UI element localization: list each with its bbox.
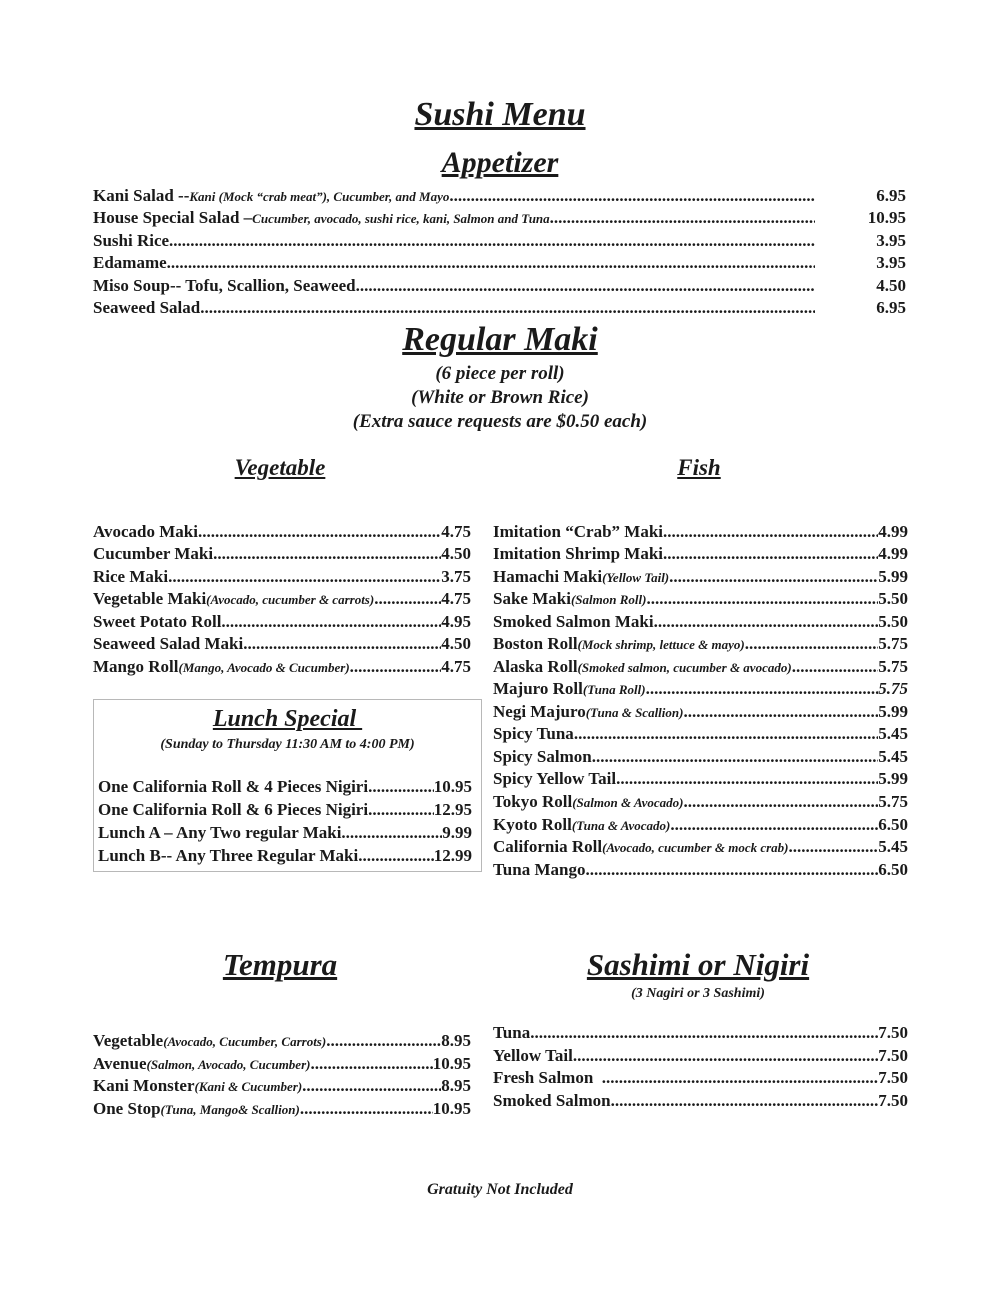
list-item: Alaska Roll (Smoked salmon, cucumber & avocado) ..... 5.75 [493, 657, 908, 677]
list-item: Smoked Salmon Maki ..... 5.50 [493, 612, 908, 632]
item-price: 3.95 [876, 253, 906, 272]
lunch-special-hours: (Sunday to Thursday 11:30 AM to 4:00 PM) [160, 737, 415, 752]
list-item: Vegetable (Avocado, Cucumber, Carrots) ..... 8.95 [93, 1031, 471, 1051]
menu-title: Sushi Menu [414, 96, 586, 133]
item-price: 10.95 [867, 208, 906, 227]
list-item: Vegetable Maki (Avocado, cucumber & carrots) ..... 4.75 [93, 589, 471, 609]
maki-note: (6 piece per roll) [435, 363, 565, 384]
list-item: Avocado Maki ..... 4.75 [93, 522, 471, 542]
fish-heading: Fish [677, 455, 721, 480]
item-price: 3.95 [876, 231, 906, 250]
list-item: Lunch B-- Any Three Regular Maki ..... 12.99 [98, 846, 472, 866]
item-price: 4.50 [876, 276, 906, 295]
list-item: One Stop (Tuna, Mango& Scallion) ..... 10.95 [93, 1099, 471, 1119]
item-price: 6.95 [876, 298, 906, 317]
list-item: Imitation “Crab” Maki ..... 4.99 [493, 522, 908, 542]
list-item: Cucumber Maki ..... 4.50 [93, 544, 471, 564]
list-item: Kani Monster (Kani & Cucumber) ..... 8.95 [93, 1076, 471, 1096]
list-item: Fresh Salmon ..... 7.50 [493, 1068, 908, 1088]
list-item: Tokyo Roll (Salmon & Avocado) ..... 5.75 [493, 792, 908, 812]
list-item: California Roll (Avocado, cucumber & mock crab) ..... 5.45 [493, 837, 908, 857]
list-item: Yellow Tail ..... 7.50 [493, 1046, 908, 1066]
lunch-special-heading: Lunch Special [212, 706, 363, 732]
list-item: Sushi Rice ..... [93, 231, 815, 251]
list-item: Sake Maki (Salmon Roll) ..... 5.50 [493, 589, 908, 609]
list-item: Seaweed Salad ..... [93, 298, 815, 318]
list-item: Mango Roll (Mango, Avocado & Cucumber) ..... 4.75 [93, 657, 471, 677]
list-item: One California Roll & 4 Pieces Nigiri ..... 10.95 [98, 777, 472, 797]
list-item: Miso Soup-- Tofu, Scallion, Seaweed ..... [93, 276, 815, 296]
list-item: Edamame ..... [93, 253, 815, 273]
list-item: Spicy Tuna ..... 5.45 [493, 724, 908, 744]
list-item: House Special Salad – Cucumber, avocado, sushi rice, kani, Salmon and Tuna ..... [93, 208, 815, 228]
list-item: Tuna ..... 7.50 [493, 1023, 908, 1043]
list-item: Avenue (Salmon, Avocado, Cucumber) ..... 10.95 [93, 1054, 471, 1074]
list-item: Negi Majuro (Tuna & Scallion) ..... 5.99 [493, 702, 908, 722]
gratuity-note: Gratuity Not Included [427, 1181, 573, 1198]
list-item: Rice Maki ..... 3.75 [93, 567, 471, 587]
list-item: Boston Roll (Mock shrimp, lettuce & mayo) ..... 5.75 [493, 634, 908, 654]
maki-note: (White or Brown Rice) [411, 387, 589, 408]
list-item: Spicy Yellow Tail ..... 5.99 [493, 769, 908, 789]
list-item: Majuro Roll (Tuna Roll) ..... 5.75 [493, 679, 908, 699]
list-item: Hamachi Maki (Yellow Tail) ..... 5.99 [493, 567, 908, 587]
regular-maki-heading: Regular Maki [402, 321, 598, 358]
list-item: Sweet Potato Roll ..... 4.95 [93, 612, 471, 632]
vegetable-heading: Vegetable [234, 455, 326, 480]
list-item: Lunch A – Any Two regular Maki ..... 9.99 [98, 823, 472, 843]
item-price: 6.95 [876, 186, 906, 205]
sashimi-heading: Sashimi or Nigiri [586, 947, 810, 982]
list-item: Seaweed Salad Maki ..... 4.50 [93, 634, 471, 654]
tempura-heading: Tempura [222, 947, 338, 982]
maki-note: (Extra sauce requests are $0.50 each) [352, 411, 648, 432]
list-item: Smoked Salmon ..... 7.50 [493, 1091, 908, 1111]
list-item: Kani Salad -- Kani (Mock “crab meat”), Cucumber, and Mayo ..... [93, 186, 815, 206]
list-item: One California Roll & 6 Pieces Nigiri ..... 12.95 [98, 800, 472, 820]
list-item: Kyoto Roll (Tuna & Avocado) ..... 6.50 [493, 815, 908, 835]
appetizer-heading: Appetizer [441, 146, 559, 179]
list-item: Tuna Mango ..... 6.50 [493, 860, 908, 880]
list-item: Spicy Salmon ..... 5.45 [493, 747, 908, 767]
sashimi-note: (3 Nagiri or 3 Sashimi) [631, 986, 765, 1001]
list-item: Imitation Shrimp Maki ..... 4.99 [493, 544, 908, 564]
